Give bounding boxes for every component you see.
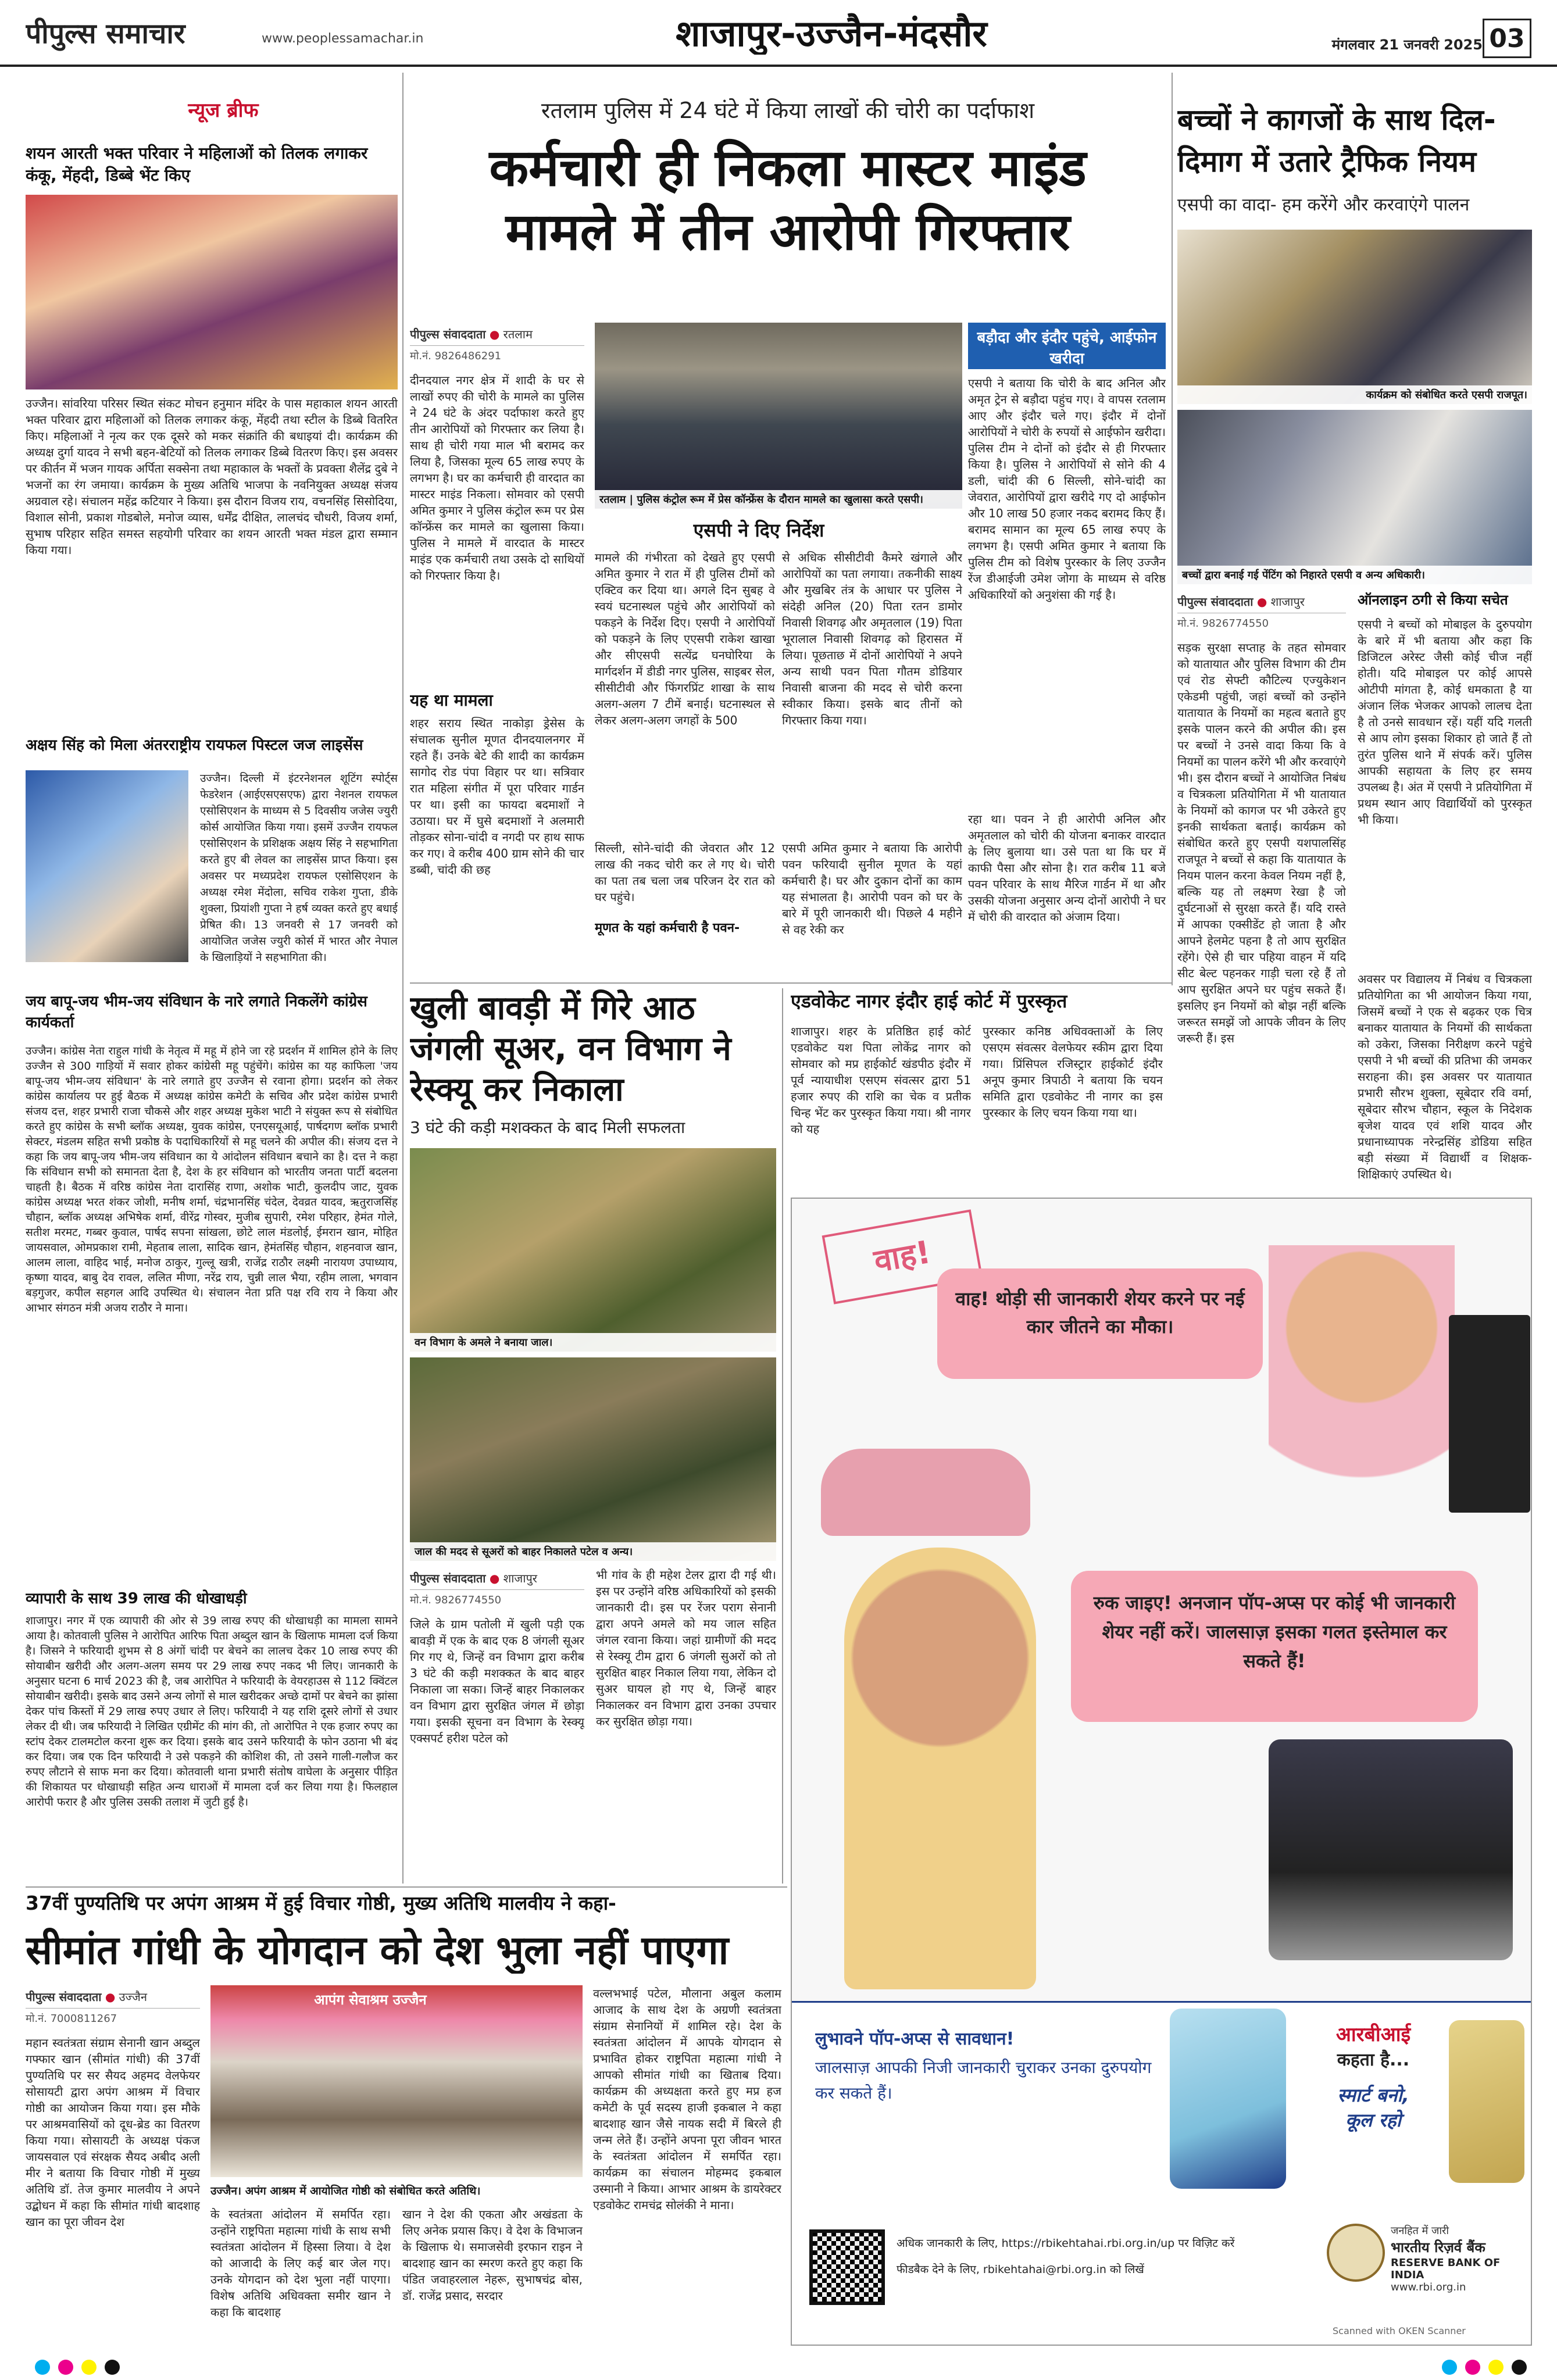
issue-date: मंगलवार 21 जनवरी 2025 (1331, 37, 1483, 53)
gandhi-photo-caption: उज्जैन। अपंग आश्रम में आयोजित गोष्ठी को संबोधित करते अतिथि। (210, 2185, 481, 2197)
ad-wah-stamp: वाह! (822, 1209, 983, 1304)
traffic-byline: पीपुल्स संवाददाता ● शाजापुर (1177, 590, 1346, 613)
magenta-registration-dot (58, 2360, 73, 2375)
smart-line2: कूल रहो (1345, 2109, 1401, 2131)
traffic-photo-2 (1177, 410, 1532, 584)
ratlam-sidebar (968, 323, 1166, 962)
ratlam-sidebar-head: बड़ौदा और इंदौर पहुंचे, आईफोन खरीदा (968, 323, 1166, 369)
boar-headline: खुली बावड़ी में गिरे आठ जंगली सूअर, वन विभाग ने रेस्क्यू कर निकाला (410, 989, 731, 1109)
traffic-kicker: एसपी का वादा- हम करेंगे और करवाएंगे पालन (1177, 195, 1470, 215)
ratlam-sidebar-body: एसपी ने बताया कि चोरी के बाद अनिल और अमृत ट्रेन से बड़ौदा पहुंच गए। वे वापस रतलाम आए और इंदौर चले गए। इंदौर में दोनों आरोपियों ने चोरी के रुपयों से आईफोन खरीदा। पुलिस टीम ने दोनों को इंदौर से ही गिरफ्तार किया है। पुलिस ने आरोपियों से सोने की 4 डली, चांदी की 6 सिल्ली, सोने-चांदी का जेवरात, आरोपियों द्वारा खरीदे गए दो आईफोन और 10 लाख 50 हजार नकद बरामद किए हैं। बरामद सामान का मूल्य 65 लाख रुपए के लगभग है। एसपी अमित कुमार ने बताया कि पुलिस टीम को विशेष पुरस्कार के लिए उज्जैन रेंज डीआईजी उमेश जोगा के माध्यम से वरिष्ठ अधिकारियों को अनुशंसा की गई है। (968, 376, 1166, 602)
column-divider (782, 988, 783, 1884)
ad-footer-head: लुभावने पॉप-अप्स से सावधान! (815, 2029, 1015, 2049)
scanner-watermark: Scanned with OKEN Scanner (1333, 2325, 1466, 2336)
website[interactable]: www.peoplessamachar.in (262, 31, 424, 46)
rbi-says-line2: कहता है... (1337, 2050, 1410, 2070)
advocate-col1: शाजापुर। शहर के प्रतिष्ठित हाई कोर्ट एडवोकेट यश पिता लोकेंद्र नागर को सोमवार को मप्र हाईकोर्ट खंडपीठ इंदौर में पूर्व न्यायाधीश एसएम संवत्सर द्वारा 51 हजार रुपए की राशि का चेक व प्रतीक चिन्ह भेंट कर पुरस्कृत किया गया। श्री नागर को यह (791, 1024, 971, 1136)
sp-directions-head: एसपी ने दिए निर्देश (693, 519, 824, 541)
ratlam-headline-line1: कर्मचारी ही निकला मास्टर माइंड (489, 138, 1087, 195)
ratlam-mastermind-head: मूणत के यहां कर्मचारी है पवन- (595, 921, 740, 935)
rbi-says-line1: आरबीआई (1335, 2023, 1411, 2046)
ad-footer (792, 2001, 1531, 2346)
yellow-registration-dot (81, 2360, 97, 2375)
traffic-col1: सड़क सुरक्षा सप्ताह के तहत सोमवार को यातायात और पुलिस विभाग की टीम एवं रोड सेफ्टी कौटिल्य एज्युकेशन एकेडमी पहुंची, जहां बच्चों को उन्होंने यातायात के नियमों का महत्व बताते हुए इसके पालन करने की अपील की। इस पर बच्चों ने उनसे वादा किया कि वे नियमों का पालन करेंगे भी और करवाएंगे भी। इस दौरान बच्चों ने आयोजित निबंध व चित्रकला प्रतियोगिता में भी यातायात के नियमों को कागज पर भी उकेरते हुए इनकी सार्थकता बताई। कार्यक्रम को संबोधित करते हुए एसपी यशपालसिंह राजपूत ने बच्चों से कहा कि यातायात के नियम पालन करना केवल नियम नहीं है, बल्कि यह तो लक्ष्मण रेखा है जो दुर्घटनाओं से सुरक्षा करते हैं। यदि रास्ते में आपका एक्सीडेंट हो जाता है और आपने हेलमेट पहना है तो आप सुरक्षित रहेंगे। ऐसे ही चार पहिया वाहन में यदि सीट बेल्ट पहनकर गाड़ी चला रहे हैं तो आप सुरक्षित अपने घर पहुंच सकते हैं। इसलिए इन नियमों को बोझ नहीं बल्कि जरूरत समझें जो आपके जीवन के लिए जरूरी हैं। इस (1177, 641, 1346, 1045)
boar-caption-1: वन विभाग के अमले ने बनाया जाल। (410, 1333, 776, 1352)
gandhi-headline: सीमांत गांधी के योगदान को देश भुला नहीं पाएगा (26, 1928, 729, 1974)
issuer-hindi: भारतीय रिज़र्व बैंक (1391, 2239, 1485, 2256)
gandhi-col4: वल्लभभाई पटेल, मौलाना अबुल कलाम आजाद के साथ देश के अग्रणी स्वतंत्रता संग्राम सेनानियों में शामिल रहे। देश के स्वतंत्रता आंदोलन में आपके योगदान से प्रभावित होकर राष्ट्रपिता महात्मा गांधी ने आपको सीमांत गांधी का खिताब दिया। कार्यक्रम की अध्यक्षता करते हुए मप्र हज कमेटी के पूर्व सदस्य हाजी इकबाल ने कहा बादशाह खान जैसे नायक सदी में बिरले ही जन्म लेते हैं। उन्होंने अपना पूरा जीवन भारत के स्वतंत्रता आंदोलन में समर्पित रहा। कार्यक्रम का संचालन मोहम्मद इकबाल उस्मानी ने किया। आभार आश्रम के डायरेक्टर एडवोकेट रामचंद्र सोलंकी ने माना। (593, 1986, 781, 2212)
cyan-registration-dot (35, 2360, 50, 2375)
brief-3-body: उज्जैन। कांग्रेस नेता राहुल गांधी के नेतृत्व में महू में होने जा रहे प्रदर्शन में शामिल होने के लिए उज्जैन से 300 गाड़ियों में सवार होकर कांग्रेसी महू पहुंचेंगे। कांग्रेस का यह काफिला 'जय बापू-जय भीम-जय संविधान' के नारे लगाते हुए उज्जैन से रवाना होगा। प्रदर्शन को लेकर कांग्रेस कार्यालय पर हुई बैठक में अध्यक्ष कांग्रेस कमेटी के सचिव और प्रदेश कांग्रेस प्रभारी संजय दत्त, शहर प्रभारी राजा चौकसे और शहर अध्यक्ष मुकेश भाटी ने संयुक्त रूप से संबोधित करते हुए कांग्रेस के सभी ब्लॉक अध्यक्ष, युवक कांग्रेस, एनएसयूआई, पार्षदगण ब्लॉक प्रभारी सेक्टर, मंडलम सहित सभी प्रकोष्ठ के पदाधिकारियों से महू चलने की अपील की। संजय दत्त ने कहा कि जय बापू-जय भीम-जय संविधान का ये आंदोलन संविधान बचाने का है। दत्त ने कहा कि संविधान सभी को समानता देता है, देश के हर संविधान को भारतीय जनता पार्टी बदलना चाहती है। बैठक में वरिष्ठ कांग्रेस नेता दारासिंह राणा, अशोक भाटी, कुलदीप जाट, युवक कांग्रेस अध्यक्ष भरत शंकर जोशी, मनीष शर्मा, चंद्रभानसिंह चंदेल, देवव्रत यादव, ऋतुराजसिंह चौहान, ब्लॉक अध्यक्ष अभिषेक शर्मा, वीरेंद्र गोस्वर, मुजीब सुपारी, रमेश परिहार, हेमंत गोले, सतीश मरमट, गब्बर कुवाल, पार्षद सपना सांखला, छोटे लाल मंडलोई, ईमरान खान, मोहित जायसवाल, ओमप्रकाश रामी, मेहताब लाला, सादिक खान, हेमंतसिंह चौहान, शहनवाज खान, आलम लाला, वाहिद भाई, मनोज ठाकुर, गुल्लू खत्री, राजेंद्र राठौर लक्ष्मी नारायण उपाध्याय, कृष्णा यादव, बाबु देव रावल, ललित मीणा, नरेंद्र राय, चुन्नी लाल भैया, रहीम लाला, भगवान बड़गुजर, कपील सहगल आदि उपस्थित थे। संचालन नेता प्रति पक्ष रवि राय ने किया और आभार संगठन मंत्री अजय राठौर ने माना। (26, 1045, 398, 1314)
ratlam-col4: रहा था। पवन ने ही आरोपी अनिल और अमृतलाल को चोरी की योजना बनाकर वारदात के लिए बुलाया था। उसे पता था कि घर में काफी पैसा और सोना है। रात करीब 11 बजे पवन परिवार के साथ मैरिज गार्डन में था और उसकी योजना अनुसार अन्य दोनों आरोपी ने घर में चोरी की वारदात को अंजाम दिया। (968, 812, 1166, 924)
ratlam-col3: सिल्ली, सोने-चांदी की जेवरात और 12 लाख की नकद चोरी कर ले गए थे। चोरी का पता तब चला जब परिजन देर रात को घर पहुंचे। (595, 841, 775, 904)
ratlam-byline: पीपुल्स संवाददाता ● रतलाम (410, 323, 584, 346)
traffic-headline: बच्चों ने कागजों के साथ दिल-दिमाग में उतारे ट्रैफिक नियम (1177, 103, 1496, 178)
issuer-english: RESERVE BANK OF INDIA (1391, 2257, 1501, 2281)
banknote-character-illustration (1170, 2009, 1286, 2189)
advocate-story (791, 988, 1163, 1163)
online-fraud-body: एसपी ने बच्चों को मोबाइल के दुरुपयोग के बारे में भी बताया और कहा कि डिजिटल अरेस्ट जैसी कोई चीज नहीं होती। यदि मोबाइल पर कोई आपसे ओटीपी मांगता है, कोई धमकाता है या अंजान लिंक भेजकर आपको लालच देता है तो उनसे सावधान रहें। यहीं यदि गलती से आप लोग इसका शिकार हो जाते हैं तो तुरंत पुलिस थाने में संपर्क करें। पुलिस आपकी सहायता के लिए हर समय उपलब्ध है। अंत में एसपी ने प्रतियोगिता में प्रथम स्थान आए विद्यार्थियों को पुरस्कृत भी किया। (1358, 617, 1532, 827)
gandhi-col3: खान ने देश की एकता और अखंडता के लिए अनेक प्रयास किए। वे देश के विभाजन के खिलाफ थे। समाजसेवी इरफान राइन ने बादशाह खान का स्मरण करते हुए कहा कि पंडित जवाहरलाल नेहरू, सुभाषचंद्र बोस, डॉ. राजेंद्र प्रसाद, सरदार (402, 2207, 583, 2303)
boar-col1: जिले के ग्राम पतोली में खुली पड़ी एक बावड़ी में एक के बाद एक 8 जंगली सूअर गिर गए थे, जिन्हें वन विभाग द्वारा करीब 3 घंटे की कड़ी मशक्कत के बाद बाहर निकाला जा सका। जिन्हें बाहर निकालकर वन विभाग द्वारा सुरक्षित जंगल में छोड़ा गया। इसकी सूचना वन विभाग के रेस्क्यू एक्सपर्ट हरीश पटेल को (410, 1617, 584, 1745)
ashram-banner-text: आपंग सेवाश्रम उज्जैन (314, 1992, 427, 2008)
brief-1-headline: शयन आरती भक्त परिवार ने महिलाओं को तिलक लगाकर कंकू, मेंहदी, डिब्बे भेंट किए (26, 144, 368, 185)
ratlam-photo-caption: रतलाम | पुलिस कंट्रोल रूम में प्रेस कॉन्फ्रेंस के दौरान मामले का खुलासा करते एसपी। (595, 490, 962, 509)
boar-photo-2 (410, 1357, 776, 1561)
ratlam-story (410, 73, 1166, 980)
edition-title: शाजापुर-उज्जैन-मंदसौर (676, 12, 987, 55)
boar-byline: पीपुल्स संवाददाता ● शाजापुर (410, 1567, 584, 1590)
gandhi-photo (210, 1985, 583, 2177)
ratlam-col1b: शहर सराय स्थित नाकोड़ा ड्रेसेस के संचालक सुनील मूणत दीनदयालनगर में रहते हैं। उनके बेटे की शादी का कार्यक्रम सागोद रोड पंपा विहार पर था। सत्रिवार रात महिला संगीत में पूरा परिवार गार्डन पर था। इसी का फायदा बदमाशों ने उठाया। घर में घुसे बदमाशों ने अलमारी तोड़कर सोना-चांदी व नगदी पर हाथ साफ कर गए। वे करीब 400 ग्राम सोने की चार डब्बी, चांदी की छह (410, 716, 584, 877)
brief-1-body: उज्जैन। सांवरिया परिसर स्थित संकट मोचन हनुमान मंदिर के पास महाकाल शयन आरती भक्त परिवार द्वारा महिलाओं को तिलक लगाकर कंकू, मेंहदी तथा स्टील के डिब्बे वितरित किए। महिलाओं ने नृत्य कर एक दूसरे को मकर संक्रांति की बधाइयां दी। कार्यक्रम की अध्यक्ष दुर्गा यादव ने सभी बहन-बेटियों को तिलक लगाकर डिब्बे वितरण किए। इस अवसर पर कीर्तन में भजन गायक अर्पिता सक्सेना तथा महाकाल के भक्तों के प्रवक्ता शैलेंद्र दुबे ने भजनों का रंग जमाया। कार्यक्रम के मुख्य अतिथि भाजपा के नवनियुक्त अध्यक्ष संजय अग्रवाल रहे। संचालन महेंद्र कटियार ने किया। इस दौरान विजय राय, वचनसिंह सिसोदिया, विशाल सोनी, प्रकाश गोडबोले, मनोज व्यास, धर्मेंद्र दीक्षित, लालचंद चौधरी, विजय शर्मा, सुभाष परिहार सहित समस्त सहयोगी परिवार का शयन आरती भक्त मंडल द्वारा सम्मान किया गया। (26, 396, 398, 557)
gandhi-col1: महान स्वतंत्रता संग्राम सेनानी खान अब्दुल गफ्फार खान (सीमांत गांधी) की 37वीं पुण्यतिथि पर सर सैयद अहमद वेलफेयर सोसायटी द्वारा अपंग आश्रम में विचार गोष्ठी का आयोजन किया गया। इस मौके पर आश्रमवासियों को दूध-ब्रेड का वितरण किया गया। सोसायटी के अध्यक्ष पंकज जायसवाल एवं संरक्षक सैयद अबीद अली मीर ने बताया कि विचार गोष्ठी में मुख्य अतिथि डॉ. तेज कुमार मालवीय ने अपने उद्बोधन में कहा कि सीमांत गांधी बादशाह खान का पूरा जीवन देश (26, 2036, 200, 2229)
brief-4-body: शाजापुर। नगर में एक व्यापारी की ओर से 39 लाख रुपए की धोखाधड़ी का मामला सामने आया है। कोतवाली पुलिस ने आरोपित आरिफ पिता अब्दुल खान के खिलाफ मामला दर्ज किया है। जिसने ने फरियादी शुभम से 8 अंगों चांदी पर बेचने का लालच देकर 10 लाख रुपए की सोयाबीन खरीदी और अलग-अलग समय पर 29 लाख रुपए नकद भी लिए। जानकारी के अनुसार घटना 6 मार्च 2023 की है, जब आरोपित ने फरियादी के वेयरहाउस से 112 क्विंटल सोयाबीन खरीदी। इसके बाद उसने अन्य लोगों से माल खरीदकर अच्छे दामों पर बेचने का झांसा देकर पांच किस्तों में 29 लाख रुपए उधार ले लिए। फरियादी ने यह राशि दूसरे लोगों से उधार लेकर दी थी। जब फरियादी ने लिखित एग्रीमेंट की मांग की, तो आरोपित ने एक हजार रुपए का स्टांप देकर टालमटोल करना शुरू कर दिया। इसके बाद उसने फरियादी के फोन उठाना भी बंद कर दिया। जब एक दिन फरियादी ने उसे पकड़ने की कोशिश की, तो उसने गाली-गलौज कर रुपए लौटाने से साफ मना कर दिया। कोतवाली थाना प्रभारी संतोष वाघेला के अनुसार पीड़ित की शिकायत पर धोखाधड़ी सहित अन्य धाराओं में मामला दर्ज कर लिया गया है। फिलहाल आरोपी फरार है और पुलिस उसकी तलाश में जुटी हुई है। (26, 1614, 398, 1809)
brief-2-photo (26, 770, 188, 962)
section-divider (410, 982, 1172, 984)
masthead (0, 0, 1557, 67)
news-brief-label: न्यूज ब्रीफ (188, 99, 259, 122)
coin-character-illustration (1449, 2020, 1524, 2183)
issuer-url[interactable]: www.rbi.org.in (1391, 2281, 1466, 2293)
ratlam-phone: मो.नं. 9826486291 (410, 350, 502, 362)
registration-marks (0, 2357, 1557, 2380)
car-illustration (821, 1449, 1030, 1536)
ratlam-press-conference-photo (595, 323, 962, 509)
news-brief-column (26, 73, 398, 1884)
sp-directions-col2: से अधिक सीसीटीवी कैमरे खंगाले और आरोपियों का पता लगाया। तकनीकी साक्ष्य और मुखबिर तंत्र के आधार पर पुलिस ने संदेही अनिल (20) पिता रतन डामोर निवासी शिवगढ़ और अमृतलाल (19) पिता भूरालाल निवासी शिवगढ़ को हिरासत में लिया। पूछताछ में दोनों आरोपियों ने अपने अन्य साथी पवन पिता गौतम डोडियार निवासी बाजना की मदद से चोरी करना स्वीकार किया। इसके बाद तीनों को गिरफ्तार किया गया। (782, 551, 962, 727)
boar-photo-1 (410, 1148, 776, 1352)
ad-footer-body: जालसाज़ आपकी निजी जानकारी चुराकर उनका दुरुपयोग कर सकते हैं। (815, 2058, 1152, 2103)
rbi-advertisement (791, 1198, 1532, 2346)
traffic-caption-2: बच्चों द्वारा बनाई गई पेंटिंग को निहारते एसपी व अन्य अधिकारी। (1177, 566, 1532, 584)
brief-2-body: उज्जैन। दिल्ली में इंटरनेशनल शूटिंग स्पोर्ट्स फेडरेशन (आईएसएसएफ) द्वारा नेशनल रायफल एसोसिएशन के माध्यम से 5 दिवसीय जजेस ज्युरी कोर्स आयोजित किया गया। इसमें उज्जैन रायफल एसोसिएशन के प्रशिक्षक अक्षय सिंह ने सहभागिता करते हुए बी लेवल का लाइसेंस प्राप्त किया। इस अवसर पर मध्यप्रदेश रायफल एसोसिएशन के अध्यक्ष रमेश मेंदोला, सचिव राकेश गुप्ता, डीके शुक्ला, प्रियांशी गुप्ता ने हर्ष व्यक्त करते हुए बधाई प्रेषित की। 13 जनवरी से 17 जनवरी को आयोजित जजेस ज्युरी कोर्स में भारत और नेपाल के खिलाड़ियों ने सहभागिता की। (200, 772, 398, 964)
brief-3-headline: जय बापू-जय भीम-जय संविधान के नारे लगाते निकलेंगे कांग्रेस कार्यकर्ता (26, 993, 367, 1031)
ratlam-headline-line2: मामले में तीन आरोपी गिरफ्तार (505, 202, 1070, 259)
boar-phone: मो.नं. 9826774550 (410, 1594, 502, 1606)
yellow-registration-dot (1488, 2360, 1504, 2375)
boy-illustration (844, 1548, 1036, 1989)
computer-monitor-illustration (1449, 1315, 1530, 1513)
ad-bubble-2: रुक जाइए! अनजान पॉप-अप्स पर कोई भी जानकारी शेयर नहीं करें। जालसाज़ इसका गलत इस्तेमाल कर सकते हैं! (1071, 1571, 1478, 1722)
gandhi-phone: मो.नं. 7000811267 (26, 2013, 117, 2025)
boar-kicker: 3 घंटे की कड़ी मशक्कत के बाद मिली सफलता (410, 1118, 685, 1137)
boar-caption-2: जाल की मदद से सूअरों को बाहर निकालते पटेल व अन्य। (410, 1542, 776, 1561)
column-divider (1172, 73, 1173, 985)
traffic-photo-1 (1177, 230, 1532, 404)
advocate-headline: एडवोकेट नागर इंदौर हाई कोर्ट में पुरस्कृत (791, 990, 1067, 1012)
black-registration-dot (105, 2360, 120, 2375)
ad-bubble-1: वाह! थोड़ी सी जानकारी शेयर करने पर नई कार जीतने का मौका। (937, 1268, 1263, 1379)
rbi-issuer-block (1391, 2224, 1530, 2311)
rbi-says-box (1304, 2020, 1443, 2160)
paper-logo: पीपुल्स समाचार (26, 17, 185, 50)
ratlam-col3b: एसपी अमित कुमार ने बताया कि आरोपी पवन फरियादी सुनील मूणत के यहां कर्मचारी है। घर और दुकान दोनों का काम यह संभालता है। आरोपी पवन को घर के बारे में पूरी जानकारी थी। पिछले 4 महीने से वह रेकी कर (782, 841, 962, 937)
traffic-phone: मो.नं. 9826774550 (1177, 617, 1269, 630)
boar-col2: भी गांव के ही महेश टेलर द्वारा दी गई थी। इस पर उन्होंने वरिष्ठ अधिकारियों को इसकी जानकारी दी। इस पर रेंजर पराग सेनानी द्वारा अपने अमले को मय जाल सहित जंगल रवाना किया। जहां ग्रामीणों की मदद से रेस्क्यू टीम द्वारा 6 जंगली सुअरों को तो सुरक्षित बाहर निकाल लिया गया, लेकिन दो सुअर घायल हो गए थे, जिन्हें बाहर निकालकर वन विभाग द्वारा उनका उपचार कर सुरक्षित छोड़ा गया। (596, 1568, 776, 1728)
black-registration-dot (1512, 2360, 1527, 2375)
section-divider (26, 1886, 787, 1888)
rbi-emblem-icon (1327, 2224, 1385, 2282)
girl-illustration (1269, 1245, 1455, 1518)
gandhi-byline: पीपुल्स संवाददाता ● उज्जैन (26, 1985, 200, 2009)
online-fraud-head: ऑनलाइन ठगी से किया सचेत (1358, 592, 1508, 608)
sp-directions-col1: मामले की गंभीरता को देखते हुए एसपी अमित कुमार ने रात में ही पुलिस टीमों को एक्टिव कर दिया था। अगले दिन सुबह वे स्वयं घटनास्थल पहुंचे और आरोपियों को पकड़ने के निर्देश दिए। एसपी ने आरोपियों को पकड़ने के लिए एएसपी राकेश खाखा और सीएसपी सत्येंद्र घनघोरिया के मार्गदर्शन में डीडी नगर पुलिस, साइबर सेल, सीसीटीवी और फिंगरप्रिंट शाखा के साथ अलग-अलग 7 टीमें बनाई। घटनास्थल से लेकर अलग-अलग जगहों के 500 (595, 551, 775, 727)
cyan-registration-dot (1442, 2360, 1457, 2375)
traffic-col3: अवसर पर विद्यालय में निबंध व चित्रकला प्रतियोगिता का भी आयोजन किया गया, जिसमें बच्चों ने एक से बढ़कर एक चित्र बनाकर यातायात के नियमों की सार्थकता को उकेरा, जिसका निरीक्षण करने पहुंचे एसपी ने भी बच्चों की प्रतिभा की जमकर सराहना की। इस अवसर पर यातायात प्रभारी सौरभ शुक्ला, सूबेदार रवि वर्मा, सूबेदार सौरभ चौहान, स्कूल के निदेशक बृजेश यादव एवं शशि यादव और प्रधानाध्यापक नरेन्द्रसिंह डोडिया सहित बड़ी संख्या में विद्यार्थी व शिक्षक-शिक्षिकाएं उपस्थित थे। (1358, 972, 1532, 1181)
ratlam-subhead: यह था मामला (410, 691, 493, 710)
brief-2-headline: अक्षय सिंह को मिला अंतरराष्ट्रीय रायफल पिस्टल जज लाइसेंस (26, 737, 363, 754)
column-divider (402, 73, 403, 1884)
smart-line1: स्मार्ट बनो, (1337, 2084, 1409, 2106)
qr-code[interactable] (809, 2229, 885, 2305)
gandhi-kicker: 37वीं पुण्यतिथि पर अपंग आश्रम में हुई विचार गोष्ठी, मुख्य अतिथि मालवीय ने कहा- (26, 1892, 616, 1914)
ratlam-col1: दीनदयाल नगर क्षेत्र में शादी के घर से लाखों रुपए की चोरी के मामले का पुलिस ने 24 घंटे के अंदर पर्दाफाश करते हुए तीन आरोपियों को गिरफ्तार कर लिया है। साथ ही चोरी गया माल भी बरामद कर लिया है, जिसका मूल्य 65 लाख रुपए के लगभग है। घर का कर्मचारी ही वारदात का मास्टर माइंड निकला। सोमवार को एसपी अमित कुमार ने पुलिस कंट्रोल रूम पर प्रेस कॉन्फ्रेंस कर मामले का खुलासा किया। पुलिस ने मामले में वारदात के मास्टर माइंड एक कर्मचारी तथा उसके दो साथियों को गिरफ्तार किया है। (410, 373, 584, 583)
gandhi-col2: के स्वतंत्रता आंदोलन में समर्पित रहा। उन्होंने राष्ट्रपिता महात्मा गांधी के साथ सभी स्वतंत्रता आंदोलन में हिस्सा लिया। वे देश को आजादी के लिए कई बार जेल गए। उनके योगदान को देश भुला नहीं पाएगा। विशेष अतिथि अधिवक्ता समीर खान ने कहा कि बादशाह (210, 2207, 391, 2319)
brief-1-photo (26, 195, 398, 389)
page-number: 03 (1483, 19, 1531, 58)
magenta-registration-dot (1465, 2360, 1480, 2375)
traffic-story (1177, 73, 1532, 1357)
gandhi-story (26, 1889, 781, 2354)
ratlam-kicker: रतलाम पुलिस में 24 घंटे में किया लाखों की चोरी का पर्दाफाश (541, 98, 1035, 123)
ad-info-line2[interactable]: फीडबैक देने के लिए, rbikehtahai@rbi.org.in को लिखें (897, 2263, 1144, 2276)
ad-info-line1[interactable]: अधिक जानकारी के लिए, https://rbikehtahai.rbi.org.in/up पर विज़िट करें (897, 2237, 1235, 2250)
issuer-label: जनहित में जारी (1391, 2225, 1449, 2237)
brief-4-headline: व्यापारी के साथ 39 लाख की धोखाधड़ी (26, 1590, 247, 1607)
traffic-caption-1: कार्यक्रम को संबोधित करते एसपी राजपूत। (1177, 385, 1532, 404)
advocate-col2: पुरस्कार कनिष्ठ अधिवक्ताओं के लिए एसएम संवत्सर वेलफेयर स्कीम द्वारा दिया गया। प्रिंसिपल रजिस्ट्रार हाईकोर्ट इंदौर अनूप कुमार त्रिपाठी ने बताया कि चयन समिति द्वारा एडवोकेट नी नागर का इस पुरस्कार के लिए चयन किया गया था। (983, 1024, 1163, 1120)
boar-story (410, 988, 776, 1884)
hacker-illustration (1269, 1739, 1513, 1960)
